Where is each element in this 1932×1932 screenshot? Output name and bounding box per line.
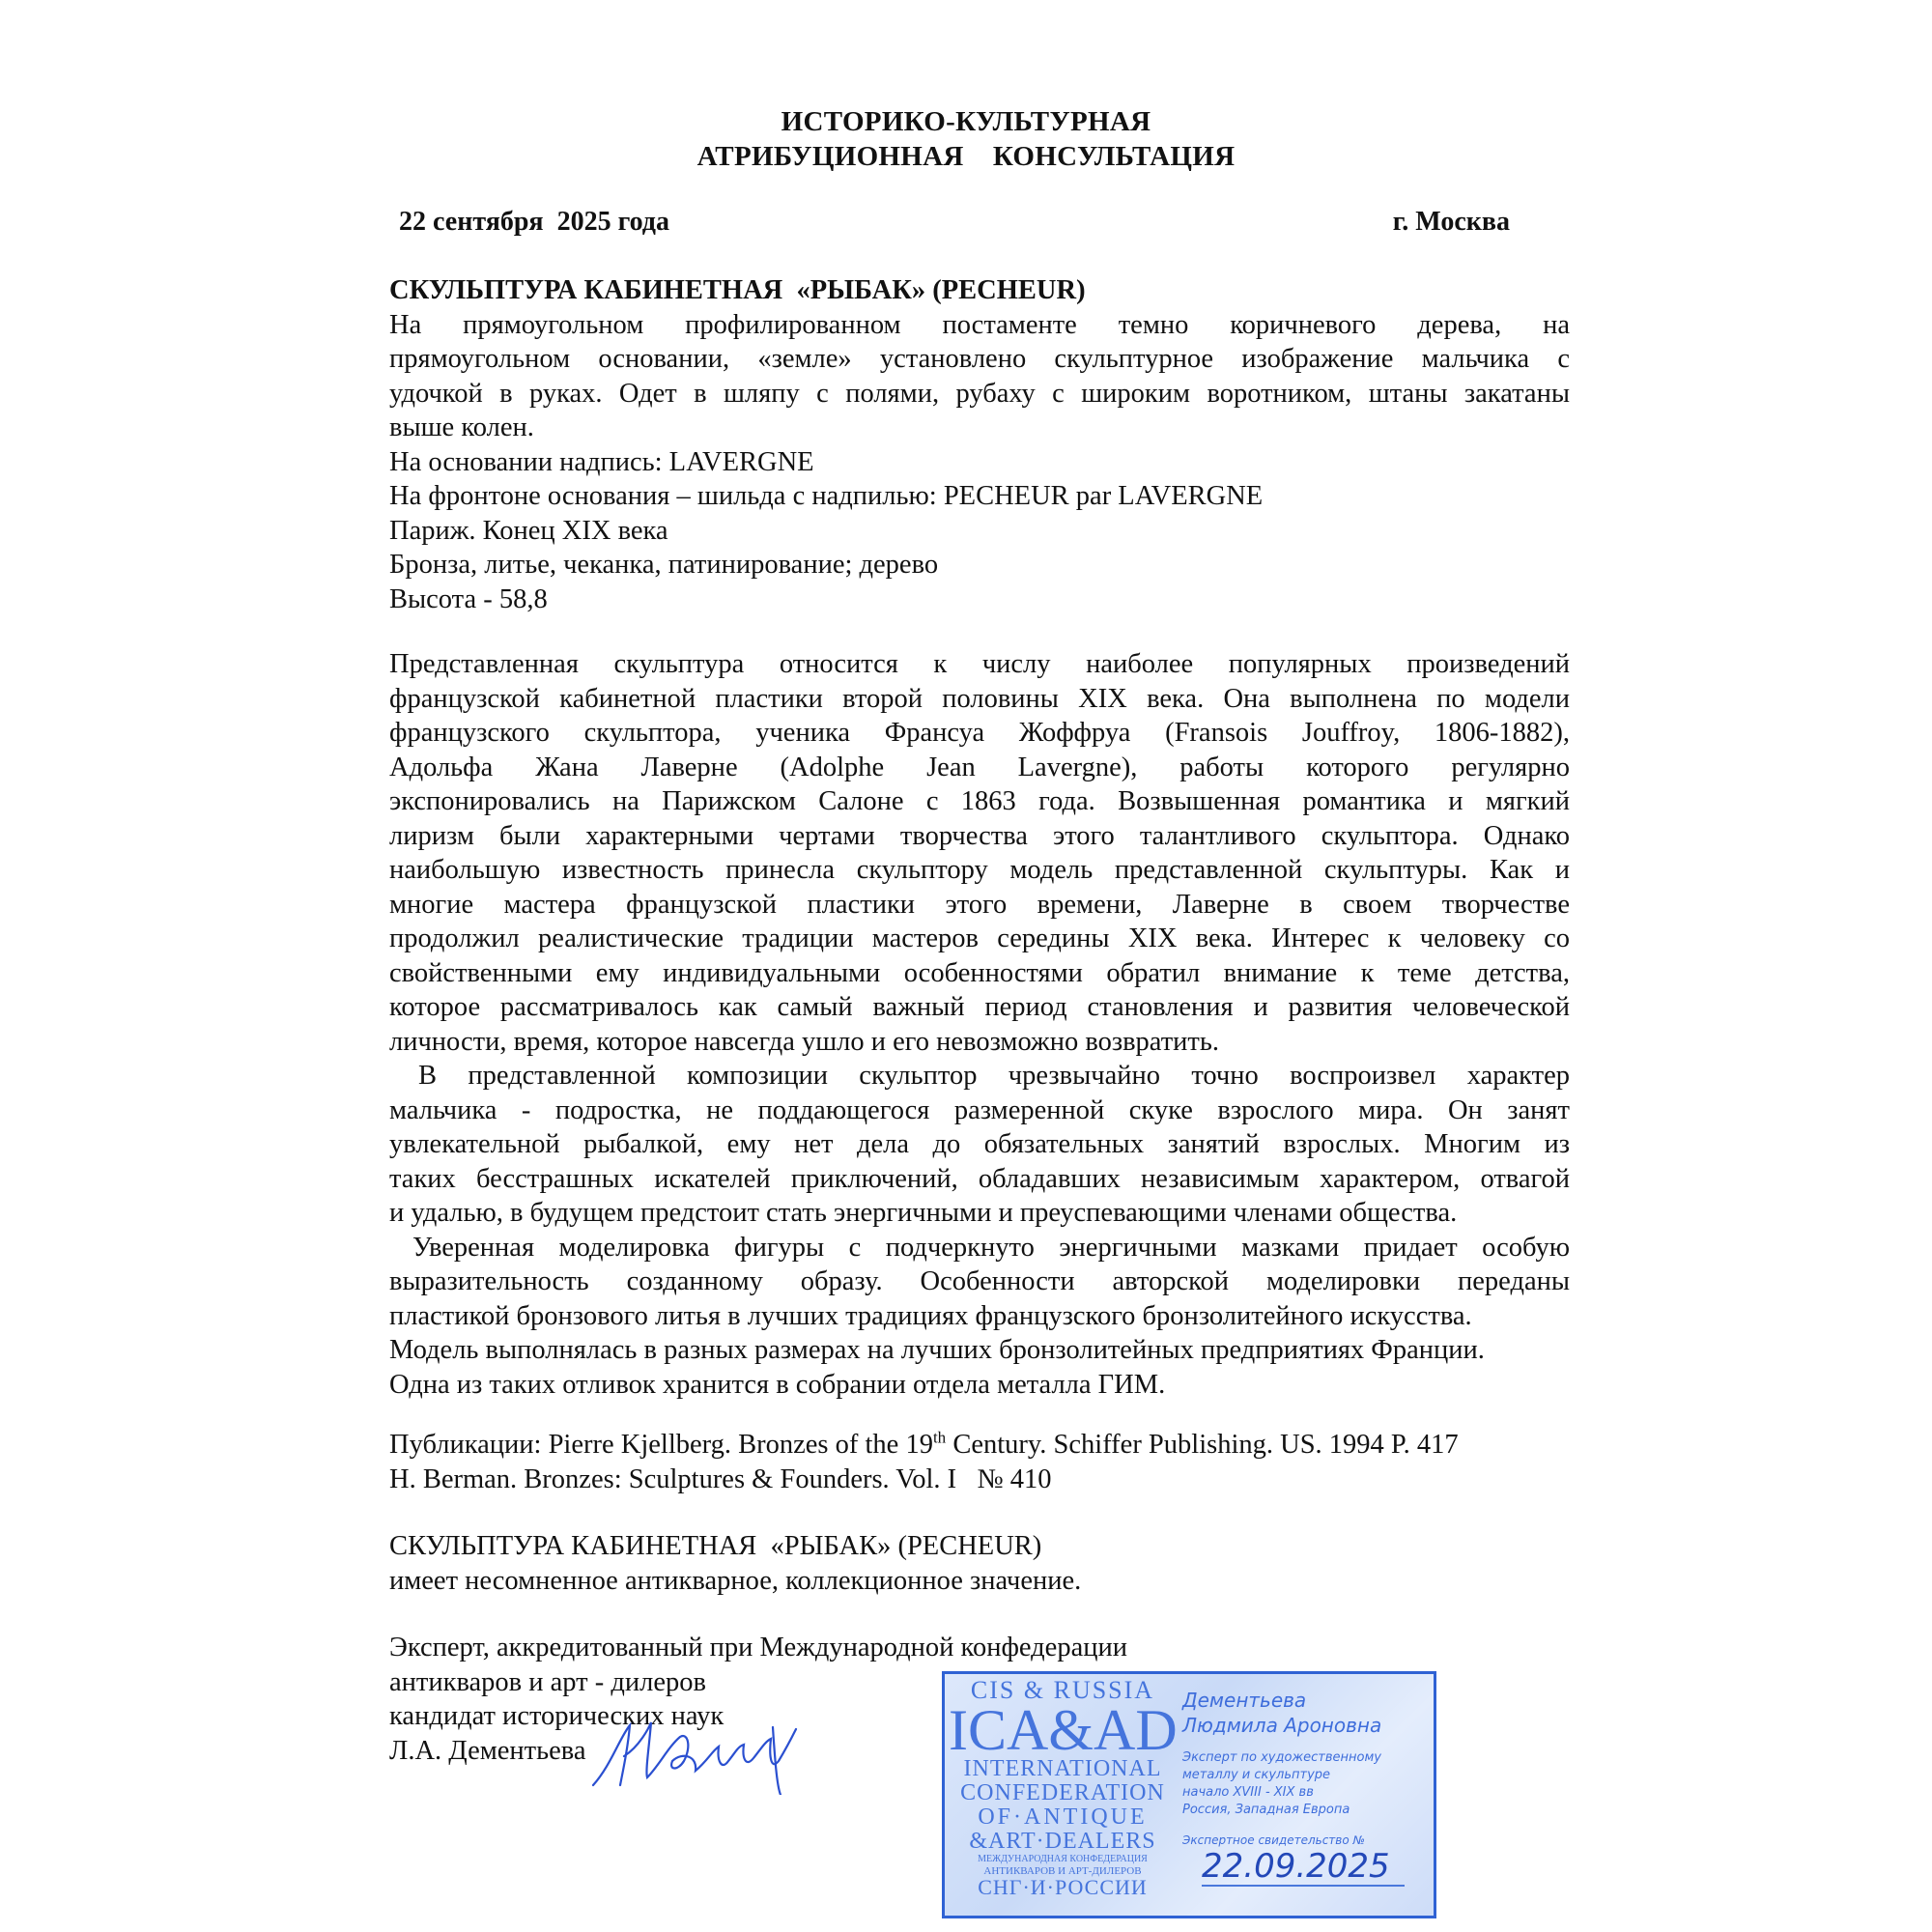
publication-text: Century. Schiffer Publishing. US. 1994 P. 417	[946, 1430, 1459, 1460]
text-line: В представленной композиции скульптор чрезвычайно точно воспроизвел характер	[418, 1061, 1570, 1091]
text-line: которое рассматривалось как самый важный период становления и развития человеческой	[389, 992, 1570, 1022]
stamp-text: МЕЖДУНАРОДНАЯ КОНФЕДЕРАЦИЯ	[978, 1854, 1148, 1864]
stamp-name: Людмила Ароновна	[1182, 1714, 1382, 1737]
paragraph-2	[389, 1059, 1570, 1231]
paragraph-3	[389, 1231, 1570, 1403]
conclusion-line-1: СКУЛЬПТУРА КАБИНЕТНАЯ «РЫБАК» (PECHEUR)	[389, 1531, 1042, 1561]
description-line: Бронза, литье, чеканка, патинирование; дерево	[389, 550, 939, 580]
publication-text: Публикации: Pierre Kjellberg. Bronzes of the 19	[389, 1430, 933, 1460]
text-line: Уверенная моделировка фигуры с подчеркнуто энергичными мазками придает особую	[412, 1232, 1570, 1263]
stamp-text: &ART·DEALERS	[969, 1829, 1156, 1854]
handwritten-date: 22.09.2025	[1202, 1848, 1405, 1887]
text-line: Представленная скульптура относится к числу наиболее популярных произведений	[389, 649, 1570, 679]
text-line: экспонировались на Парижском Салоне с 1863 года. Возвышенная романтика и мягкий	[389, 786, 1570, 816]
expert-name: Л.А. Дементьева	[389, 1735, 586, 1766]
date-line	[399, 207, 1510, 238]
stamp-logo-text: ICA&AD	[949, 1698, 1178, 1762]
description-line: Париж. Конец XIX века	[389, 515, 668, 546]
text-line: Модель выполнялась в разных размерах на лучших бронзолитейных предприятиях Франции.	[389, 1335, 1485, 1365]
description-line: На основании надпись: LAVERGNE	[389, 446, 814, 477]
text-line: и удалью, в будущем предстоит стать энергичными и преуспевающими членами общества.	[389, 1198, 1458, 1228]
expert-line: Эксперт, аккредитованный при Международной конфедерации	[389, 1633, 1127, 1662]
description-line: прямоугольном основании, «земле» установлено скульптурное изображение мальчика с	[389, 344, 1570, 374]
stamp-text: OF·ANTIQUE	[978, 1804, 1148, 1830]
document-title	[0, 104, 1932, 174]
stamp-specialty: металлу и скульптуре	[1182, 1768, 1331, 1782]
expert-signature-block	[389, 1631, 1570, 1768]
description-line: На фронтоне основания – шильда с надпилью: PECHEUR par LAVERGNE	[389, 481, 1264, 511]
document-date: 22 сентября 2025 года	[399, 207, 669, 237]
text-line: Адольфа Жана Лаверне (Adolphe Jean Lavergne), работы которого регулярно	[389, 752, 1570, 782]
description-line: выше колен.	[389, 412, 534, 442]
text-line: наибольшую известность принесла скульптору модель представленной скульптуры. Как и	[389, 855, 1570, 885]
title-line-2: АТРИБУЦИОННАЯ КОНСУЛЬТАЦИЯ	[696, 141, 1236, 172]
description-line: На прямоугольном профилированном постаменте темно коричневого дерева, на	[389, 309, 1570, 340]
conclusion-line-2: имеет несомненное антикварное, коллекционное значение.	[389, 1565, 1082, 1596]
description-section	[389, 273, 1570, 616]
expert-line: антикваров и арт - дилеров	[389, 1666, 706, 1697]
text-line: пластикой бронзового литья в лучших традициях французского бронзолитейного искусства.	[389, 1300, 1472, 1331]
superscript: th	[932, 1428, 947, 1447]
description-line: удочкой в руках. Одет в шляпу с полями, рубаху с широким воротником, штаны закатаны	[389, 378, 1570, 409]
handwritten-signature	[591, 1718, 813, 1795]
title-line-1: ИСТОРИКО-КУЛЬТУРНАЯ	[781, 106, 1151, 137]
publications	[389, 1428, 1570, 1496]
stamp-specialty: начало XVIII - XIX вв	[1182, 1785, 1314, 1800]
text-line: французского скульптора, ученика Франсуа Жоффруа (Fransois Jouffroy, 1806-1882),	[389, 718, 1570, 748]
stamp-name: Дементьева	[1182, 1689, 1307, 1712]
text-line: лиризм были характерными чертами творчества этого талантливого скульптора. Однако	[389, 820, 1570, 851]
stamp-text: АНТИКВАРОВ И АРТ-ДИЛЕРОВ	[983, 1865, 1142, 1877]
description-line: Высота - 58,8	[389, 583, 548, 614]
text-line: Одна из таких отливок хранится в собрании отдела металла ГИМ.	[389, 1369, 1166, 1400]
publication-1	[389, 1428, 1570, 1463]
text-line: таких бесстрашных искателей приключений, обладавших независимым характером, отвагой	[389, 1163, 1570, 1194]
stamp-number-label: Экспертное свидетельство №	[1182, 1833, 1366, 1847]
text-line: многие мастера французской пластики этого времени, Лаверне в своем творчестве	[389, 889, 1570, 920]
body-text	[389, 647, 1570, 1402]
stamp-text: СНГ·И·РОССИИ	[978, 1875, 1148, 1899]
stamp-specialty: Эксперт по художественному	[1182, 1750, 1381, 1765]
stamp-text: CONFEDERATION	[960, 1780, 1165, 1805]
text-line: увлекательной рыбалкой, ему нет дела до обязательных занятий взрослых. Многим из	[389, 1129, 1570, 1159]
text-line: французской кабинетной пластики второй половины XIX века. Она выполнена по модели	[389, 683, 1570, 714]
text-line: продолжил реалистические традиции мастеров середины XIX века. Интерес к человеку со	[389, 923, 1570, 953]
text-line: личности, время, которое навсегда ушло и его невозможно возвратить.	[389, 1026, 1219, 1057]
conclusion	[389, 1529, 1570, 1598]
text-line: выразительность созданному образу. Особенности авторской моделировки переданы	[389, 1266, 1570, 1296]
stamp-text: INTERNATIONAL	[963, 1756, 1162, 1781]
stamp-specialty: Россия, Западная Европа	[1182, 1803, 1350, 1817]
text-line: мальчика - подростка, не поддающегося размеренной скуке взрослого мира. Он занят	[389, 1094, 1570, 1125]
text-line: свойственными ему индивидуальными особенностями обратил внимание к теме детства,	[389, 957, 1570, 988]
object-heading: СКУЛЬПТУРА КАБИНЕТНАЯ «РЫБАК» (PECHEUR)	[389, 275, 1086, 305]
publication-2: H. Berman. Bronzes: Sculptures & Founders. Vol. I № 410	[389, 1463, 1052, 1494]
stamp-text: CIS & RUSSIA	[970, 1676, 1155, 1704]
paragraph-1	[389, 647, 1570, 1059]
document-city: г. Москва	[1392, 207, 1510, 237]
expert-line: кандидат исторических наук	[389, 1701, 724, 1731]
